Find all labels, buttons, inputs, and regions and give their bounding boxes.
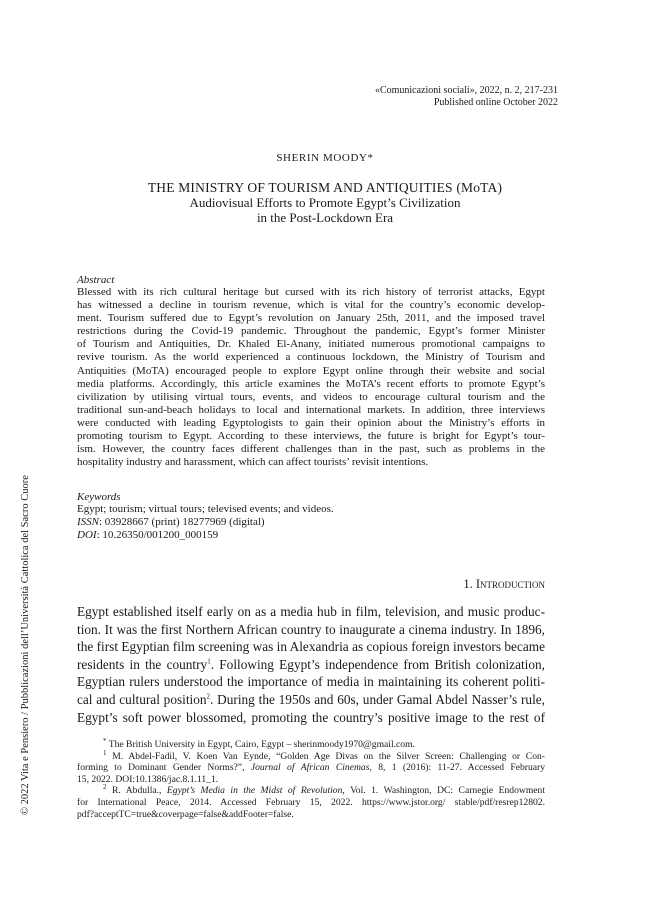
footnote-book: Egypt’s Media in the Midst of Revolution <box>166 785 343 797</box>
abstract-line: revive tourism. As the world experienced a continuous lockdown, the Ministry of Tourism and <box>77 351 545 364</box>
doi-line <box>77 529 545 542</box>
footnote-2 <box>77 785 545 797</box>
footnote-mark: 2 <box>103 783 107 792</box>
footnote-2-cont: pdf?acceptTC=true&coverpage=false&addFooter=false. <box>77 808 294 820</box>
intro-line: Egypt established itself early on as a media hub in film, television, and music produc- <box>77 604 545 619</box>
copyright-sidebar: © 2022 Vita e Pensiero / Pubblicazioni dell’Università Cattolica del Sacro Cuore <box>20 475 31 815</box>
footnote-text: The British University in Egypt, Cairo, Egypt – sherinmoody1970@gmail.com. <box>106 739 415 750</box>
intro-line <box>77 656 545 674</box>
footnote-ref-2[interactable]: 2 <box>206 692 211 701</box>
abstract-line: civilization by utilising virtual tours, events, and videos to encourage cultural tourism and the <box>77 390 545 403</box>
intro-line: tion. It was the first Northern African country to inaugurate a cinema industry. In 1896, <box>77 621 545 637</box>
intro-line: Egyptian rulers understood the importance of media in maintaining its coherent politi- <box>77 674 545 690</box>
footnote-1 <box>77 748 545 763</box>
section-number: 1. <box>463 577 473 591</box>
footnote-journal: Journal of African Cinemas <box>250 762 370 774</box>
section-title: Introduction <box>475 577 545 591</box>
abstract-line: Blessed with its rich cultural heritage but cursed with its rich history of terrorist attacks, Egypt <box>77 286 545 298</box>
footnote-ref-1[interactable]: 1 <box>207 657 211 666</box>
footnote-1-cont <box>77 762 545 774</box>
title-subtitle-line-1: Audiovisual Efforts to Promote Egypt’s Civilization <box>189 195 461 210</box>
abstract-line: promoting tourism to Egypt. According to these interviews, the future is bright for Egypt’s tour- <box>77 430 545 443</box>
title-subtitle-line-2: in the Post-Lockdown Era <box>256 210 394 225</box>
footnote-text: , 8, 1 (2016): 11-27. Accessed February <box>369 762 546 774</box>
abstract-heading: Abstract <box>77 274 115 286</box>
journal-citation: «Comunicazioni sociali», 2022, n. 2, 217-231 <box>374 85 558 96</box>
journal-header <box>375 85 558 109</box>
abstract-line: ism. However, the country faces different challenges than in the past, such as problems in the <box>77 443 545 456</box>
issn-value: : 03928667 (print) 18277969 (digital) <box>99 516 265 528</box>
title-main: THE MINISTRY OF TOURISM AND ANTIQUITIES (MoTA) <box>147 180 503 195</box>
abstract-line: Antiquities (MoTA) encouraged people to explore Egypt online through their website and social <box>77 364 545 377</box>
author-name: SHERIN MOODY* <box>276 152 374 164</box>
footnote-author <box>77 736 545 751</box>
footnote-1-cont: 15, 2022. DOI:10.1386/jac.8.1.11_1. <box>77 773 219 785</box>
keywords-section <box>77 491 545 542</box>
footnote-text: , Vol. 1. Washington, DC: Carnegie Endowment <box>342 785 546 797</box>
abstract-line: media platforms. Accordingly, this article examines the MoTA’s recent efforts to promote Egypt’s <box>77 377 545 390</box>
doi-label: DOI <box>77 529 97 541</box>
abstract-section <box>77 274 545 469</box>
footnote-text: R. Abdulla., <box>106 785 167 797</box>
issn-label: ISSN <box>77 516 99 528</box>
abstract-line: traditional sun-and-beach holidays to local and international markets. In addition, three interviews <box>77 403 545 416</box>
footnotes <box>77 736 546 820</box>
abstract-line: restrictions during the Covid-19 pandemic. Throughout the pandemic, Egypt’s former Minister <box>77 325 545 338</box>
intro-fragment: . Following Egypt’s independence from British colonization, <box>210 656 545 672</box>
footnote-2-cont: for International Peace, 2014. Accessed February 15, 2022. https://www.jstor.org/ stable/pdf/resrep12802. <box>77 796 545 808</box>
publication-date: Published online October 2022 <box>433 97 558 108</box>
abstract-line: ment. Tourism suffered due to Egypt’s revolution on January 25th, 2011, and the imposed travel <box>77 312 545 325</box>
footnote-text: M. Abdel-Fadil, V. Koen Van Eynde, “Golden Age Divas on the Silver Screen: Challenging or Con- <box>106 750 545 762</box>
footnote-text: forming to Dominant Gender Norms?”, <box>77 762 251 774</box>
introduction-text <box>77 603 545 726</box>
intro-line: the first Egyptian film screening was in Alexandria as copious foreign investors became <box>77 639 545 655</box>
article-title <box>0 180 650 225</box>
abstract-line: has witnessed a decline in tourism revenue, which is vital for the country’s economic develop- <box>77 299 545 312</box>
keywords-heading: Keywords <box>77 491 121 503</box>
intro-fragment: residents in the country <box>77 656 208 672</box>
intro-fragment: . During the 1950s and 60s, under Gamal Abdel Nasser’s rule, <box>210 691 545 707</box>
intro-line <box>77 691 545 709</box>
issn-line <box>77 516 545 529</box>
footnote-mark: 1 <box>103 748 107 757</box>
intro-fragment: cal and cultural position <box>77 691 207 707</box>
abstract-line: hospitality industry and harassment, which can affect tourists’ revisit intentions. <box>77 456 429 469</box>
abstract-line: of Tourism and Antiquities, Dr. Khaled El-Anany, initiated numerous promotional campaigns to <box>77 338 545 351</box>
doi-value: : 10.26350/001200_000159 <box>96 529 219 541</box>
intro-line: Egypt’s soft power blossomed, promoting the country’s positive image to the rest of <box>77 709 545 725</box>
footnote-mark: * <box>103 736 107 745</box>
abstract-text <box>77 286 545 469</box>
abstract-line: were conducted with leading Egyptologists to gain their opinion about the Ministry’s efforts in <box>77 416 545 429</box>
keywords-list: Egypt; tourism; virtual tours; televised events; and videos. <box>77 503 334 515</box>
section-heading <box>463 577 545 592</box>
